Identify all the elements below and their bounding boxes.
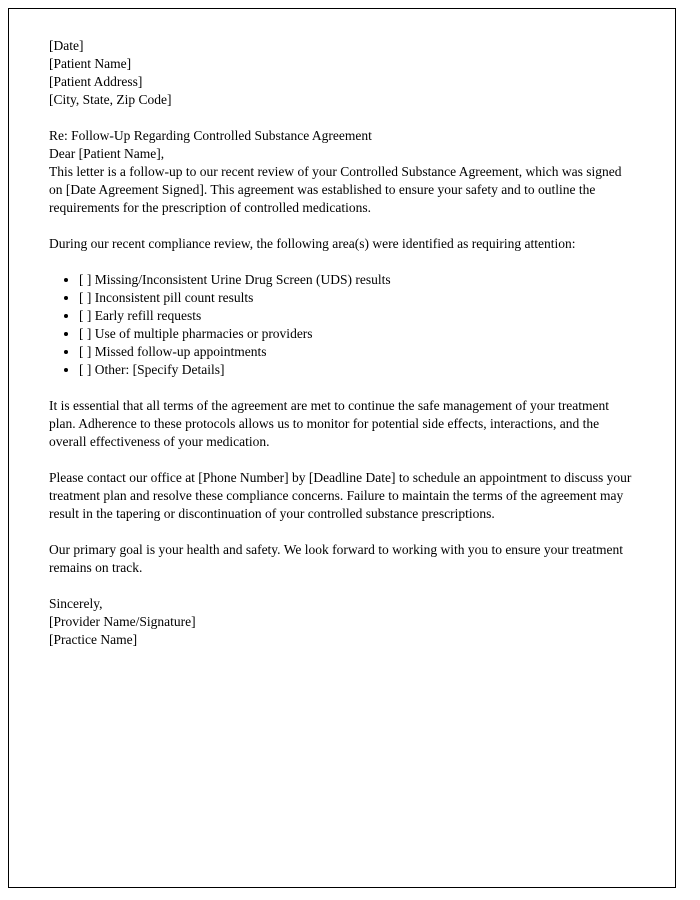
salutation: Dear [Patient Name], [49, 146, 165, 161]
checklist-item-multiple-pharmacies: • [ ] Use of multiple pharmacies or providers [79, 325, 635, 343]
checklist-item-uds: • [ ] Missing/Inconsistent Urine Drug Screen (UDS) results [79, 271, 635, 289]
signature-block [49, 613, 635, 649]
checklist-item-pill-count: • [ ] Inconsistent pill count results [79, 289, 635, 307]
paragraph-contact: Please contact our office at [Phone Number] by [Deadline Date] to schedule an appointment to discuss your treatment plan and resolve these compliance concerns. Failure to maintain the terms of the agreement may result in the tapering or discontinuation of your controlled substance prescriptions. [49, 470, 632, 521]
practice-name: [Practice Name] [49, 632, 138, 647]
checklist-item-early-refill: • [ ] Early refill requests [79, 307, 635, 325]
provider-signature: [Provider Name/Signature] [49, 614, 196, 629]
letter-body [49, 37, 635, 649]
letter-border-frame [8, 8, 676, 888]
paragraph-goal: Our primary goal is your health and safety. We look forward to working with you to ensure your treatment remains on track. [49, 542, 624, 575]
compliance-checklist [49, 271, 635, 379]
recipient-address: [Patient Address] [49, 74, 143, 89]
paragraph-intro: This letter is a follow-up to our recent review of your Controlled Substance Agreement, which was signed on [Date Agreement Signed]. This agreement was established to ensure your safety and to outline the requirements for the prescription of controlled medications. [49, 164, 622, 215]
paragraph-review-lead-in: During our recent compliance review, the following area(s) were identified as requiring attention: [49, 236, 576, 251]
recipient-city-state-zip: [City, State, Zip Code] [49, 92, 172, 107]
recipient-address-block [49, 55, 635, 109]
recipient-name: [Patient Name] [49, 56, 132, 71]
signoff: Sincerely, [49, 596, 103, 611]
paragraph-terms: It is essential that all terms of the agreement are met to continue the safe management of your treatment plan. Adherence to these protocols allows us to monitor for potential side effects, interactions, and the overall effectiveness of your medication. [49, 398, 610, 449]
subject-line: Re: Follow-Up Regarding Controlled Substance Agreement [49, 128, 372, 143]
checklist-item-missed-appointments: • [ ] Missed follow-up appointments [79, 343, 635, 361]
checklist-item-other: • [ ] Other: [Specify Details] [79, 361, 635, 379]
letter-date: [Date] [49, 38, 84, 53]
